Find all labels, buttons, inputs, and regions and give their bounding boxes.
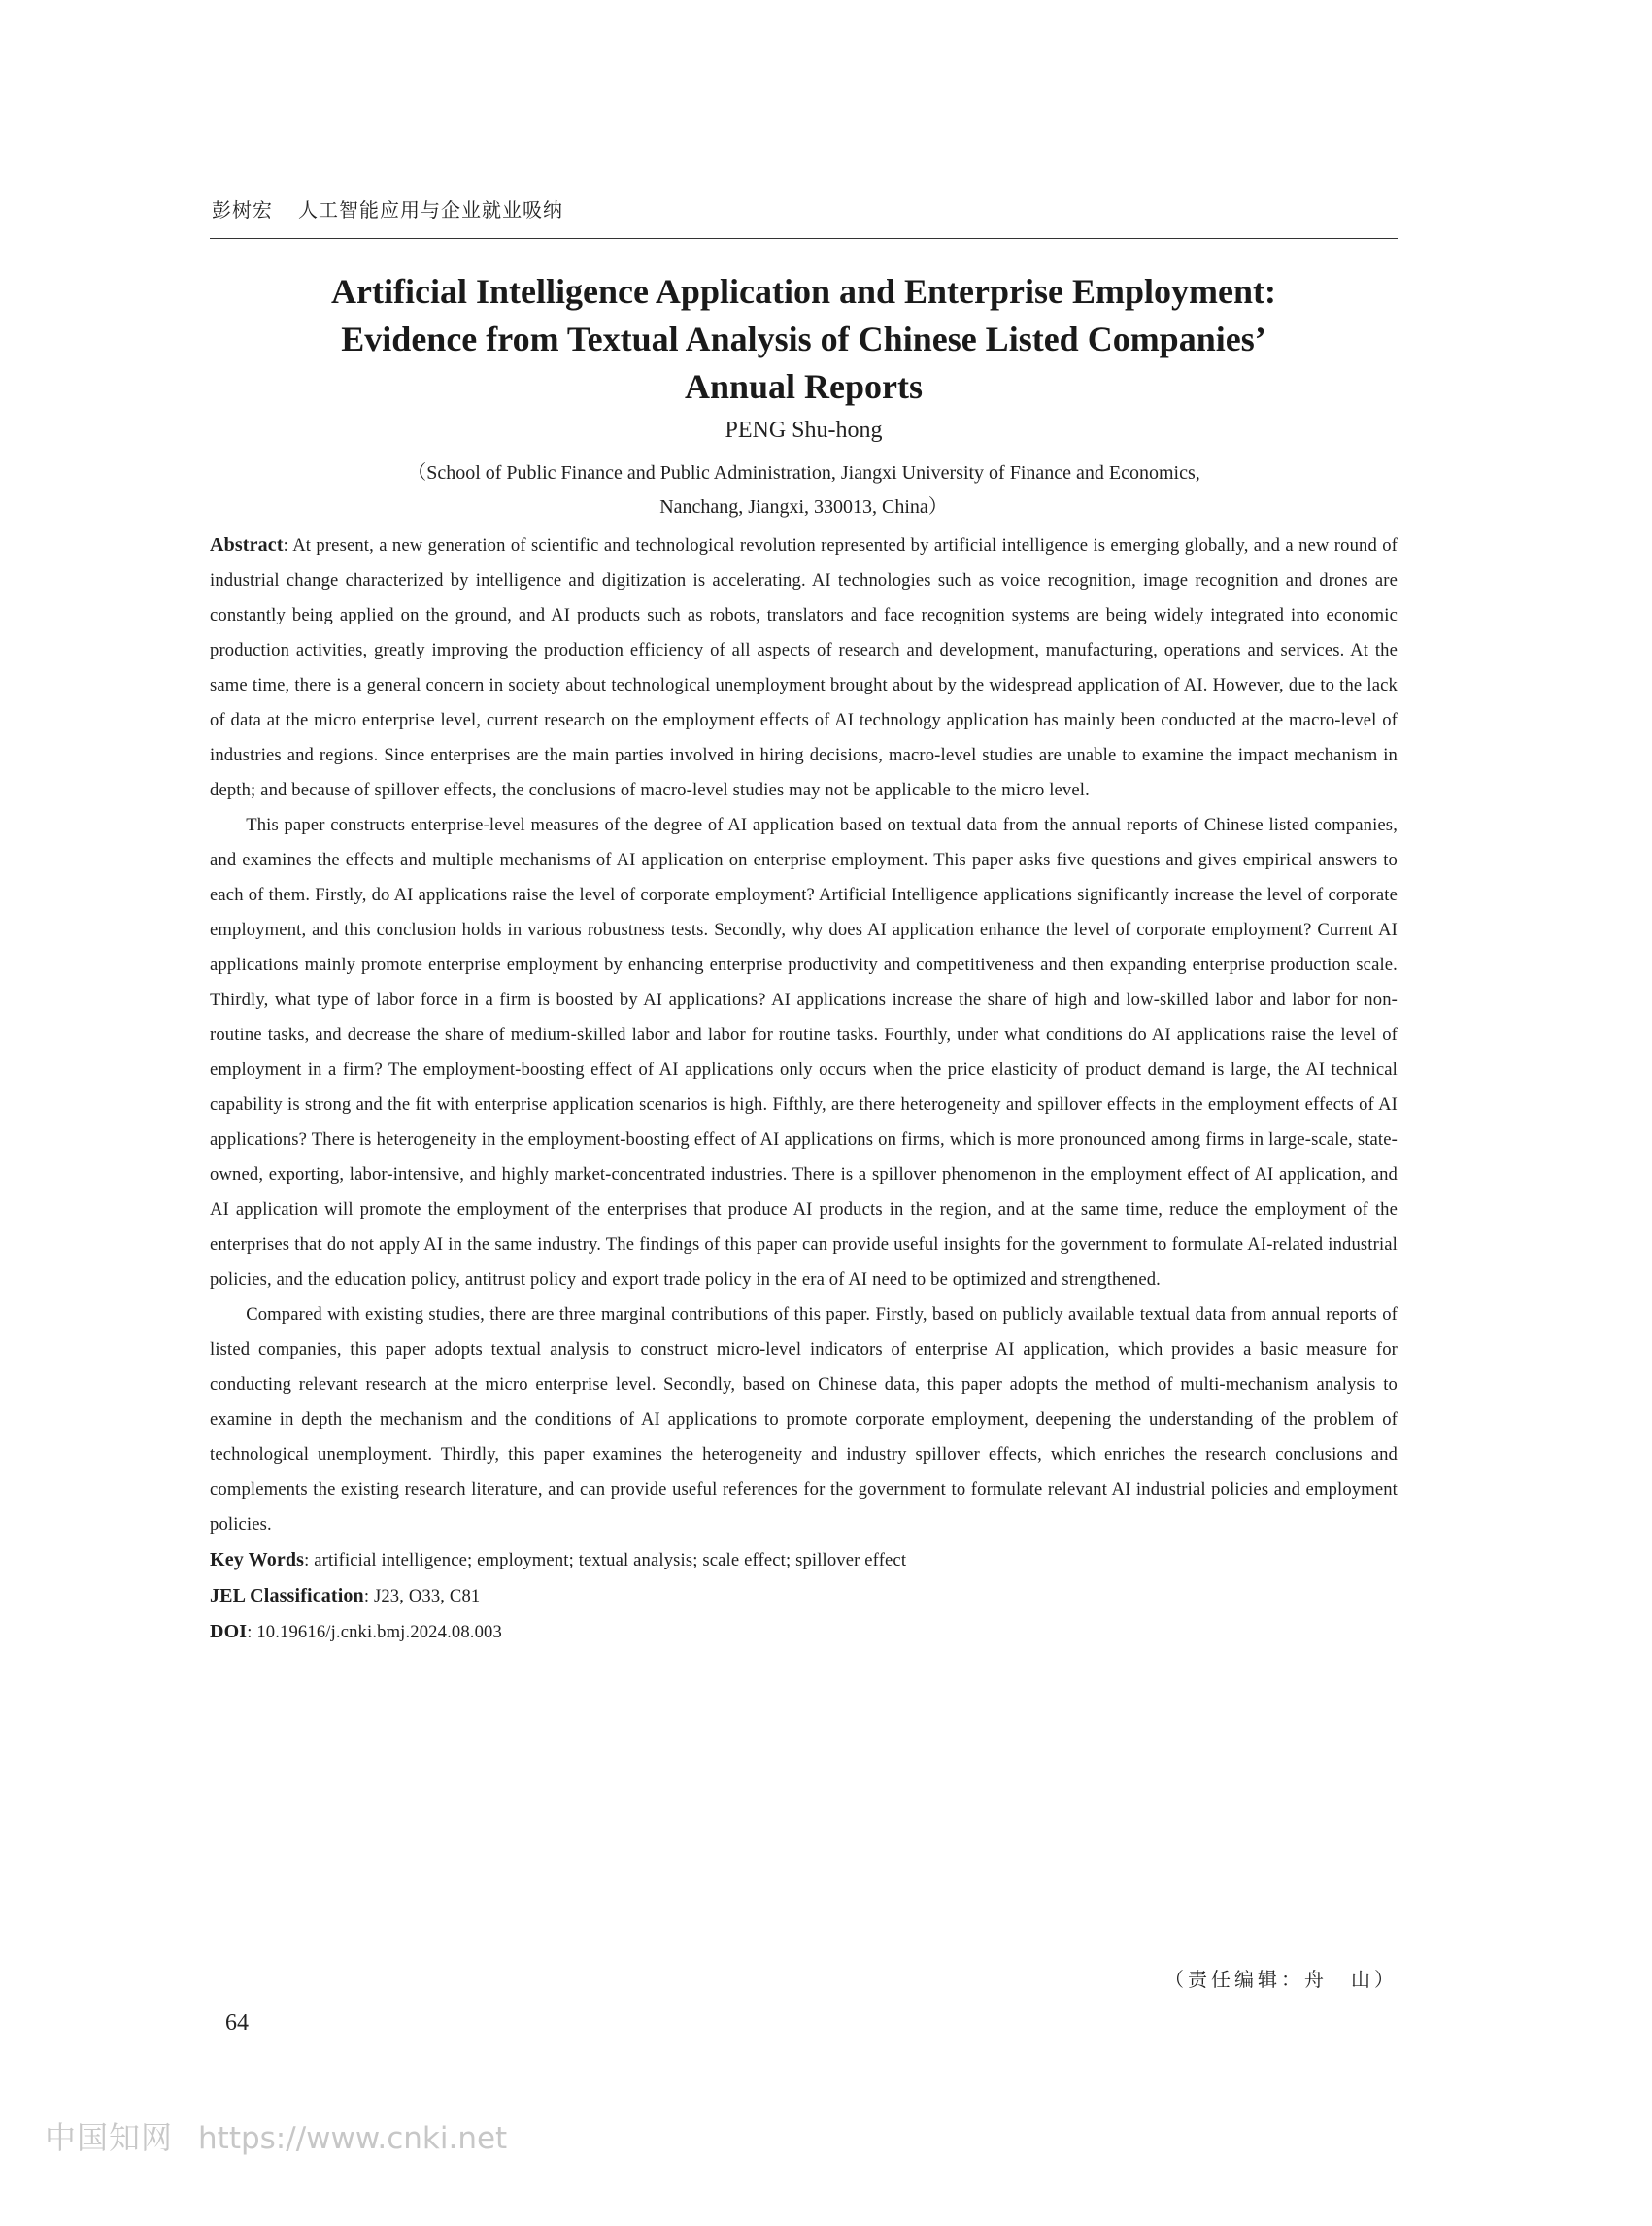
title-line: Artificial Intelligence Application and Enterprise Employment: xyxy=(331,272,1276,311)
abstract-paragraph: Compared with existing studies, there are three marginal contributions of this paper. Firstly, based on publicly available textual data from annual reports of listed companies, this paper adopts textual analysis to construct micro-level indicators of enterprise AI application, which provides a basic measure for conducting relevant research at the micro enterprise level. Secondly, based on Chinese data, this paper adopts the method of multi-mechanism analysis to examine in depth the mechanism and the conditions of AI applications to promote corporate employment, deepening the understanding of the problem of technological unemployment. Thirdly, this paper examines the heterogeneity and industry spillover effects, which enriches the research conclusions and complements the existing research literature, and can provide useful references for the government to formulate relevant AI industrial policies and employment policies. xyxy=(210,1304,1398,1535)
abstract-label-sep: : xyxy=(283,535,293,556)
running-header xyxy=(212,194,1395,222)
editor-note: （责任编辑：舟 山） xyxy=(1164,1968,1398,1991)
abstract-paragraph xyxy=(210,527,1398,808)
affiliation xyxy=(210,456,1398,524)
watermark-url: https://www.cnki.net xyxy=(198,2121,508,2156)
header-rule xyxy=(210,238,1398,239)
header-title: 人工智能应用与企业就业吸纳 xyxy=(298,198,563,221)
watermark-brand: 中国知网 xyxy=(45,2119,174,2156)
keywords-line xyxy=(210,1542,1398,1578)
doi-label: DOI xyxy=(210,1621,248,1642)
cnki-watermark xyxy=(45,2113,507,2158)
page-number: 64 xyxy=(225,2010,249,2036)
affiliation-line: （School of Public Finance and Public Administration, Jiangxi University of Finance and Economics, xyxy=(407,462,1200,484)
header-author: 彭树宏 xyxy=(212,198,273,221)
abstract-label: Abstract xyxy=(210,534,284,556)
jel-line xyxy=(210,1578,1398,1614)
doi-value: : 10.19616/j.cnki.bmj.2024.08.003 xyxy=(247,1622,502,1642)
abstract-paragraph: This paper constructs enterprise-level measures of the degree of AI application based on textual data from the annual reports of Chinese listed companies, and examines the effects and multiple mechanisms of AI application on enterprise employment. This paper asks five questions and gives empirical answers to each of them. Firstly, do AI applications raise the level of corporate employment? Artificial Intelligence applications significantly increase the level of corporate employment, and this conclusion holds in various robustness tests. Secondly, why does AI application enhance the level of corporate employment? Current AI applications mainly promote enterprise employment by enhancing enterprise productivity and competitiveness and then expanding enterprise production scale. Thirdly, what type of labor force in a firm is boosted by AI applications? AI applications increase the share of high and low-skilled labor and labor for non-routine tasks, and decrease the share of medium-skilled labor and labor for routine tasks. Fourthly, under what conditions do AI applications raise the level of employment in a firm? The employment-boosting effect of AI applications only occurs when the price elasticity of product demand is large, the AI technical capability is strong and the fit with enterprise application scenarios is high. Fifthly, are there heterogeneity and spillover effects in the employment effects of AI applications? There is heterogeneity in the employment-boosting effect of AI applications on firms, which is more pronounced among firms in large-scale, state-owned, exporting, labor-intensive, and highly market-concentrated industries. There is a spillover phenomenon in the employment effect of AI application, and AI application will promote the employment of the enterprises that produce AI products in the region, and at the same time, reduce the employment of the enterprises that do not apply AI in the same industry. The findings of this paper can provide useful insights for the government to formulate AI-related industrial policies, and the education policy, antitrust policy and export trade policy in the era of AI need to be optimized and strengthened. xyxy=(210,815,1398,1290)
doi-line xyxy=(210,1614,1398,1650)
title-line: Annual Reports xyxy=(684,367,924,406)
jel-label: JEL Classification xyxy=(210,1585,364,1606)
jel-value: : J23, O33, C81 xyxy=(363,1586,481,1606)
paper-title xyxy=(210,268,1398,411)
title-line: Evidence from Textual Analysis of Chinese Listed Companies’ xyxy=(341,320,1266,358)
author-name: PENG Shu-hong xyxy=(725,418,883,443)
affiliation-line: Nanchang, Jiangxi, 330013, China） xyxy=(659,496,948,518)
abstract-section xyxy=(210,527,1398,1650)
keywords-value: : artificial intelligence; employment; textual analysis; scale effect; spillover effect xyxy=(304,1550,907,1570)
keywords-label: Key Words xyxy=(210,1549,305,1570)
abstract-text: At present, a new generation of scientific and technological revolution represented by artificial intelligence is emerging globally, and a new round of industrial change characterized by intelligence and digitization is accelerating. AI technologies such as voice recognition, image recognition and drones are constantly being applied on the ground, and AI products such as robots, translators and face recognition systems are being widely integrated into economic production activities, greatly improving the production efficiency of all aspects of research and development, manufacturing, operations and services. At the same time, there is a general concern in society about technological unemployment brought about by the widespread application of AI. However, due to the lack of data at the micro enterprise level, current research on the employment effects of AI technology application has mainly been conducted at the macro-level of industries and regions. Since enterprises are the main parties involved in hiring decisions, macro-level studies are unable to examine the impact mechanism in depth; and because of spillover effects, the conclusions of macro-level studies may not be applicable to the micro level. xyxy=(210,535,1398,800)
